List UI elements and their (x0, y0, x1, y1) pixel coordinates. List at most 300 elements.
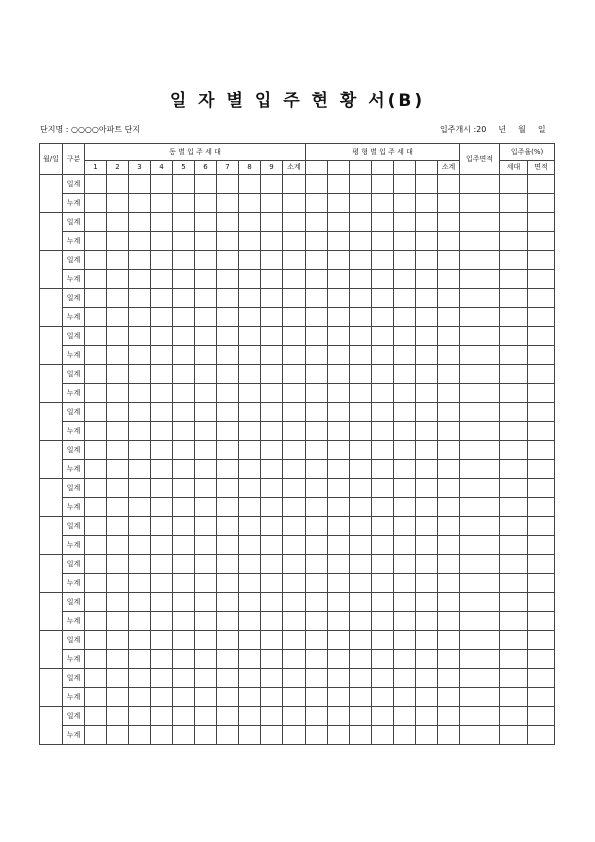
table-cell (416, 384, 438, 403)
table-cell (394, 593, 416, 612)
table-cell (416, 631, 438, 650)
table-cell (500, 669, 528, 688)
table-cell (500, 270, 528, 289)
table-cell (107, 460, 129, 479)
daily-total-label: 일계 (63, 403, 85, 422)
table-cell (416, 365, 438, 384)
table-cell (328, 498, 350, 517)
table-cell (328, 251, 350, 270)
move-in-area-header: 입주면적 (460, 144, 500, 175)
table-cell (438, 213, 460, 232)
table-cell (239, 650, 261, 669)
table-cell (85, 422, 107, 441)
month-day-cell (40, 441, 63, 479)
table-cell (107, 593, 129, 612)
table-cell (306, 384, 328, 403)
table-cell (528, 384, 555, 403)
table-cell (438, 460, 460, 479)
table-cell (283, 327, 306, 346)
table-cell (350, 289, 372, 308)
table-cell (239, 441, 261, 460)
table-cell (500, 574, 528, 593)
table-cell (416, 707, 438, 726)
table-row (40, 726, 555, 745)
table-cell (394, 213, 416, 232)
table-cell (261, 460, 283, 479)
table-cell (85, 346, 107, 365)
move-in-rate-group-header: 입주율(%) (500, 144, 555, 161)
table-cell (372, 707, 394, 726)
table-cell (151, 365, 173, 384)
table-cell (438, 517, 460, 536)
table-cell (306, 327, 328, 346)
table-cell (500, 365, 528, 384)
daily-total-label: 일계 (63, 669, 85, 688)
area-type-col (306, 161, 328, 175)
table-cell (328, 327, 350, 346)
cumulative-total-label: 누계 (63, 270, 85, 289)
table-cell (107, 517, 129, 536)
table-cell (394, 479, 416, 498)
table-cell (107, 327, 129, 346)
table-cell (528, 650, 555, 669)
table-cell (328, 536, 350, 555)
table-cell (129, 384, 151, 403)
table-cell (261, 707, 283, 726)
table-cell (416, 175, 438, 194)
table-cell (350, 365, 372, 384)
table-row (40, 650, 555, 669)
table-cell (107, 574, 129, 593)
table-cell (283, 460, 306, 479)
table-cell (528, 403, 555, 422)
table-cell (85, 650, 107, 669)
table-cell (306, 365, 328, 384)
table-cell (239, 175, 261, 194)
month-day-cell (40, 669, 63, 707)
table-cell (195, 213, 217, 232)
table-cell (372, 384, 394, 403)
table-cell (460, 726, 500, 745)
table-cell (528, 365, 555, 384)
table-cell (350, 460, 372, 479)
table-cell (438, 669, 460, 688)
table-cell (217, 175, 239, 194)
table-cell (528, 517, 555, 536)
table-cell (306, 194, 328, 213)
table-cell (528, 498, 555, 517)
table-cell (129, 232, 151, 251)
table-cell (328, 574, 350, 593)
table-cell (107, 289, 129, 308)
table-cell (306, 517, 328, 536)
table-row (40, 251, 555, 270)
table-cell (217, 669, 239, 688)
table-cell (416, 441, 438, 460)
table-cell (151, 707, 173, 726)
table-cell (372, 175, 394, 194)
table-cell (500, 403, 528, 422)
table-cell (500, 213, 528, 232)
table-cell (416, 289, 438, 308)
table-cell (283, 346, 306, 365)
table-cell (195, 688, 217, 707)
table-cell (217, 555, 239, 574)
table-cell (261, 593, 283, 612)
table-cell (328, 707, 350, 726)
table-cell (372, 726, 394, 745)
table-cell (129, 498, 151, 517)
table-cell (350, 194, 372, 213)
table-cell (350, 441, 372, 460)
table-cell (173, 403, 195, 422)
table-cell (372, 460, 394, 479)
table-cell (217, 650, 239, 669)
table-cell (438, 346, 460, 365)
table-cell (261, 631, 283, 650)
table-row (40, 669, 555, 688)
table-cell (283, 232, 306, 251)
table-cell (328, 726, 350, 745)
table-cell (129, 175, 151, 194)
area-type-col (394, 161, 416, 175)
table-cell (460, 631, 500, 650)
table-cell (107, 232, 129, 251)
table-cell (261, 688, 283, 707)
table-cell (283, 422, 306, 441)
table-cell (195, 251, 217, 270)
table-cell (129, 403, 151, 422)
table-cell (151, 384, 173, 403)
table-cell (173, 517, 195, 536)
table-cell (350, 232, 372, 251)
table-cell (500, 175, 528, 194)
cumulative-total-label: 누계 (63, 232, 85, 251)
table-cell (107, 365, 129, 384)
area-type-subtotal-header: 소계 (438, 161, 460, 175)
table-cell (239, 688, 261, 707)
table-cell (151, 498, 173, 517)
table-cell (394, 175, 416, 194)
table-cell (328, 346, 350, 365)
table-cell (151, 479, 173, 498)
table-cell (416, 422, 438, 441)
table-cell (328, 308, 350, 327)
table-cell (217, 688, 239, 707)
move-in-date-line (440, 124, 546, 135)
table-cell (460, 517, 500, 536)
table-cell (85, 270, 107, 289)
table-cell (261, 365, 283, 384)
table-row (40, 707, 555, 726)
year-label: 년 (498, 125, 507, 134)
month-day-cell (40, 213, 63, 251)
table-cell (239, 631, 261, 650)
table-cell (438, 175, 460, 194)
table-cell (195, 479, 217, 498)
table-cell (460, 175, 500, 194)
table-cell (438, 612, 460, 631)
table-cell (129, 308, 151, 327)
table-cell (173, 194, 195, 213)
table-cell (195, 384, 217, 403)
table-cell (528, 175, 555, 194)
table-cell (460, 479, 500, 498)
table-cell (261, 498, 283, 517)
table-cell (460, 669, 500, 688)
table-cell (107, 479, 129, 498)
table-cell (85, 555, 107, 574)
table-cell (350, 308, 372, 327)
table-cell (460, 555, 500, 574)
table-cell (151, 308, 173, 327)
table-cell (372, 669, 394, 688)
table-row (40, 631, 555, 650)
table-cell (283, 365, 306, 384)
table-cell (151, 327, 173, 346)
table-cell (173, 289, 195, 308)
table-cell (460, 384, 500, 403)
table-cell (394, 536, 416, 555)
table-cell (528, 536, 555, 555)
table-cell (416, 612, 438, 631)
table-cell (283, 688, 306, 707)
table-row (40, 213, 555, 232)
table-row (40, 460, 555, 479)
table-cell (350, 669, 372, 688)
table-cell (217, 441, 239, 460)
table-cell (394, 232, 416, 251)
daily-total-label: 일계 (63, 289, 85, 308)
table-cell (500, 422, 528, 441)
table-cell (460, 308, 500, 327)
table-cell (85, 384, 107, 403)
table-row (40, 536, 555, 555)
table-cell (239, 479, 261, 498)
table-cell (107, 175, 129, 194)
table-cell (129, 726, 151, 745)
table-cell (195, 403, 217, 422)
table-cell (195, 669, 217, 688)
table-cell (438, 536, 460, 555)
table-cell (85, 631, 107, 650)
table-cell (151, 517, 173, 536)
table-cell (217, 707, 239, 726)
table-row (40, 498, 555, 517)
table-cell (85, 460, 107, 479)
table-row (40, 593, 555, 612)
table-cell (306, 441, 328, 460)
table-cell (239, 251, 261, 270)
table-cell (85, 688, 107, 707)
table-cell (350, 270, 372, 289)
table-cell (217, 213, 239, 232)
table-cell (173, 707, 195, 726)
daily-total-label: 일계 (63, 441, 85, 460)
table-cell (239, 270, 261, 289)
table-cell (394, 631, 416, 650)
table-cell (528, 308, 555, 327)
table-cell (85, 213, 107, 232)
table-cell (261, 251, 283, 270)
table-cell (239, 232, 261, 251)
table-cell (394, 460, 416, 479)
month-day-cell (40, 593, 63, 631)
table-row (40, 555, 555, 574)
table-cell (416, 308, 438, 327)
table-cell (416, 688, 438, 707)
table-cell (283, 175, 306, 194)
table-cell (173, 270, 195, 289)
table-row (40, 422, 555, 441)
table-cell (460, 251, 500, 270)
table-cell (85, 441, 107, 460)
table-cell (217, 593, 239, 612)
table-cell (195, 327, 217, 346)
table-cell (261, 346, 283, 365)
table-cell (350, 213, 372, 232)
table-cell (500, 726, 528, 745)
table-cell (239, 213, 261, 232)
table-cell (173, 726, 195, 745)
month-day-cell (40, 707, 63, 745)
table-cell (173, 555, 195, 574)
table-cell (416, 479, 438, 498)
table-cell (85, 593, 107, 612)
table-cell (129, 707, 151, 726)
table-cell (129, 251, 151, 270)
table-cell (173, 498, 195, 517)
table-cell (328, 213, 350, 232)
table-cell (283, 726, 306, 745)
table-cell (394, 346, 416, 365)
rate-households-header: 세대 (500, 161, 528, 175)
month-day-cell (40, 251, 63, 289)
table-cell (261, 403, 283, 422)
table-cell (306, 612, 328, 631)
table-cell (195, 289, 217, 308)
table-cell (217, 327, 239, 346)
table-cell (283, 593, 306, 612)
table-cell (195, 346, 217, 365)
table-cell (283, 270, 306, 289)
table-cell (372, 403, 394, 422)
table-cell (394, 251, 416, 270)
table-cell (261, 327, 283, 346)
daily-total-label: 일계 (63, 517, 85, 536)
table-cell (394, 612, 416, 631)
table-cell (261, 536, 283, 555)
month-day-cell (40, 631, 63, 669)
table-row (40, 441, 555, 460)
table-cell (151, 536, 173, 555)
table-cell (394, 327, 416, 346)
table-cell (306, 669, 328, 688)
table-cell (129, 289, 151, 308)
table-row (40, 574, 555, 593)
area-type-group-header: 평 형 별 입 주 세 대 (306, 144, 460, 161)
table-cell (460, 213, 500, 232)
table-cell (261, 213, 283, 232)
table-cell (350, 251, 372, 270)
table-cell (500, 232, 528, 251)
table-cell (261, 441, 283, 460)
table-cell (528, 422, 555, 441)
table-cell (261, 232, 283, 251)
table-cell (500, 536, 528, 555)
table-row (40, 479, 555, 498)
table-cell (283, 479, 306, 498)
table-cell (129, 270, 151, 289)
table-cell (173, 669, 195, 688)
table-row (40, 688, 555, 707)
building-col-6: 6 (195, 161, 217, 175)
table-cell (239, 346, 261, 365)
table-cell (438, 574, 460, 593)
table-cell (173, 593, 195, 612)
table-cell (173, 460, 195, 479)
table-cell (528, 555, 555, 574)
table-cell (500, 593, 528, 612)
table-cell (460, 650, 500, 669)
table-cell (372, 327, 394, 346)
table-cell (173, 536, 195, 555)
table-cell (306, 308, 328, 327)
daily-total-label: 일계 (63, 175, 85, 194)
table-cell (460, 688, 500, 707)
table-cell (416, 403, 438, 422)
table-cell (107, 251, 129, 270)
table-cell (528, 460, 555, 479)
table-cell (328, 441, 350, 460)
table-cell (350, 555, 372, 574)
table-cell (394, 441, 416, 460)
cumulative-total-label: 누계 (63, 574, 85, 593)
table-cell (372, 612, 394, 631)
table-cell (528, 479, 555, 498)
table-cell (107, 194, 129, 213)
table-cell (416, 460, 438, 479)
table-cell (460, 403, 500, 422)
table-cell (328, 175, 350, 194)
table-cell (85, 726, 107, 745)
rate-area-header: 면적 (528, 161, 555, 175)
cumulative-total-label: 누계 (63, 422, 85, 441)
table-cell (500, 555, 528, 574)
table-cell (438, 688, 460, 707)
table-cell (416, 669, 438, 688)
daily-total-label: 일계 (63, 707, 85, 726)
table-cell (107, 726, 129, 745)
table-cell (283, 669, 306, 688)
daily-move-in-table (39, 143, 555, 745)
table-cell (85, 327, 107, 346)
table-cell (328, 194, 350, 213)
table-cell (306, 175, 328, 194)
table-cell (394, 517, 416, 536)
table-cell (173, 346, 195, 365)
table-cell (350, 175, 372, 194)
table-cell (500, 631, 528, 650)
area-type-col (372, 161, 394, 175)
table-row (40, 517, 555, 536)
table-cell (195, 270, 217, 289)
table-cell (416, 536, 438, 555)
table-cell (328, 669, 350, 688)
table-cell (173, 441, 195, 460)
table-cell (283, 517, 306, 536)
table-row (40, 384, 555, 403)
